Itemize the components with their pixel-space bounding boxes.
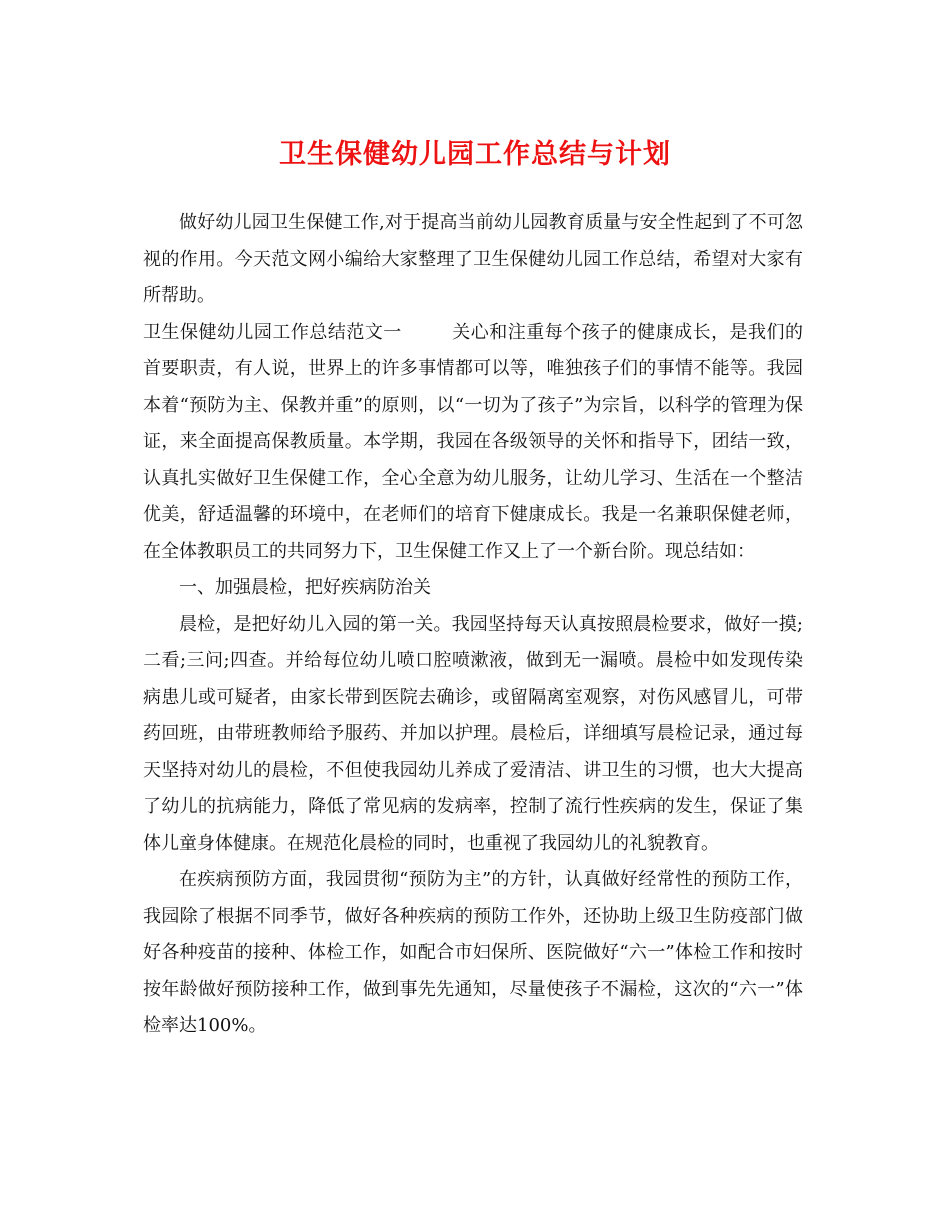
intro-paragraph: 做好幼儿园卫生保健工作,对于提高当前幼儿园教育质量与安全性起到了不可忽视的作用。今天范文网小编给大家整理了卫生保健幼儿园工作总结，希望对大家有所帮助。 — [143, 212, 803, 306]
document-title: 卫生保健幼儿园工作总结与计划 — [279, 139, 671, 170]
heading-morning-check: 一、加强晨检，把好疾病防治关 — [179, 577, 431, 598]
section-body-text: 关心和注重每个孩子的健康成长，是我们的首要职责，有人说，世界上的许多事情都可以等，唯独孩子们的事情不能等。我园本着“预防为主、保教并重”的原则，以“一切为了孩子”为宗旨，以科学的管理为保证，来全面提高保教质量。本学期，我园在各级领导的关怀和指导下，团结一致，认真扎实做好卫生保健工作，全心全意为幼儿服务，让幼儿学习、生活在一个整洁优美，舒适温馨的环境中，在老师们的培育下健康成长。我是一名兼职保健老师，在全体教职员工的共同努力下，卫生保健工作又上了一个新台阶。现总结如： — [143, 321, 804, 562]
prevention-paragraph: 在疾病预防方面，我园贯彻“预防为主”的方针，认真做好经常性的预防工作，我园除了根据不同季节，做好各种疾病的预防工作外，还协助上级卫生防疫部门做好各种疫苗的接种、体检工作，如配合市妇保所、医院做好“六一”体检工作和按时按年龄做好预防接种工作，做到事先先通知，尽量使孩子不漏检，这次的“六一”体检率达100%。 — [143, 869, 803, 1036]
section-label: 卫生保健幼儿园工作总结范文一 — [143, 321, 402, 343]
section-one-paragraph — [143, 315, 803, 571]
morning-check-paragraph: 晨检，是把好幼儿入园的第一关。我园坚持每天认真按照晨检要求，做好一摸;二看;三问;四查。并给每位幼儿喷口腔喷漱液，做到无一漏喷。晨检中如发现传染病患儿或可疑者，由家长带到医院去确诊，或留隔离室观察，对伤风感冒儿，可带药回班，由带班教师给予服药、并加以护理。晨检后，详细填写晨检记录，通过每天坚持对幼儿的晨检，不但使我园幼儿养成了爱清洁、讲卫生的习惯，也大大提高了幼儿的抗病能力，降低了常见病的发病率，控制了流行性疾病的发生，保证了集体儿童身体健康。在规范化晨检的同时，也重视了我园幼儿的礼貌教育。 — [143, 613, 803, 854]
document-body — [143, 205, 803, 1045]
